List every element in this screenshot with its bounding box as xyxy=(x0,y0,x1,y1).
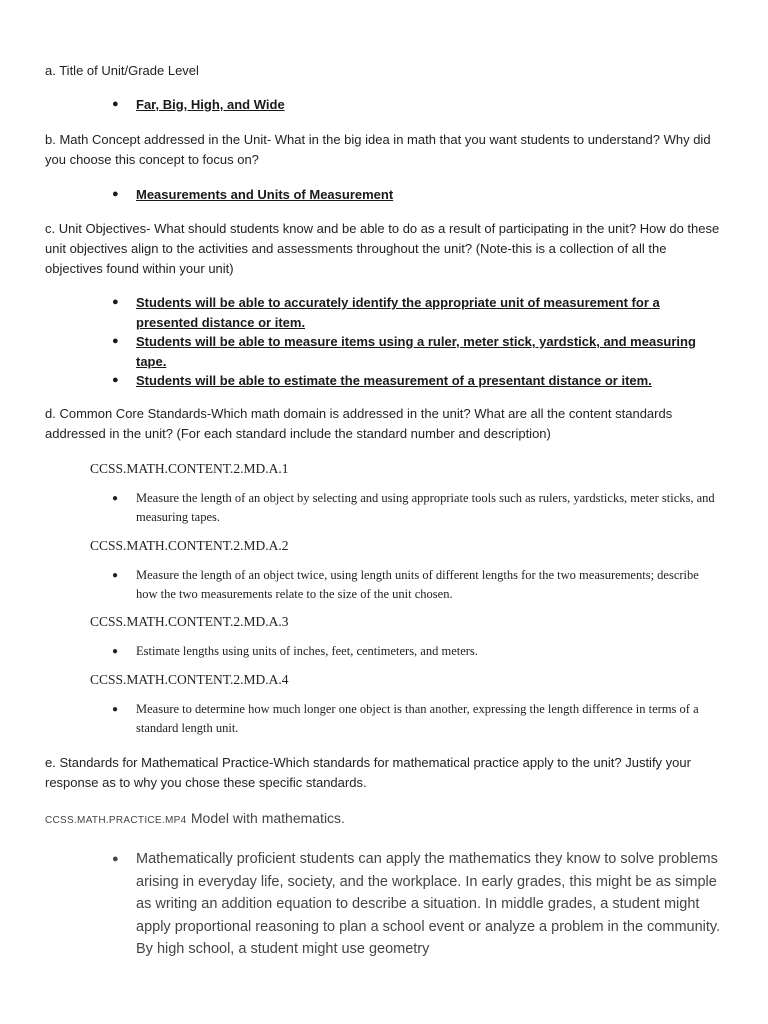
standard-list xyxy=(112,566,722,604)
list-item xyxy=(112,700,722,738)
section-d-prompt: d. Common Core Standards-Which math domain is addressed in the unit? What are all the content standards addressed in the unit? (For each standard include the standard number and description) xyxy=(45,406,673,441)
practice-list xyxy=(112,848,722,961)
standard-description: Measure the length of an object by selecting and using appropriate tools such as rulers, yardsticks, meter sticks, and measuring tapes. xyxy=(136,491,715,524)
standard-code: CCSS.MATH.CONTENT.2.MD.A.4 xyxy=(90,672,289,687)
objective-text: Students will be able to accurately identify the appropriate unit of measurement for a presented distance or item. xyxy=(136,295,660,330)
objective-text: Students will be able to measure items using a ruler, meter stick, yardstick, and measuring tape. xyxy=(136,334,696,369)
bullet-icon: ● xyxy=(112,704,119,715)
bullet-icon: ● xyxy=(112,335,119,347)
standard-code: CCSS.MATH.CONTENT.2.MD.A.3 xyxy=(90,614,289,629)
standard-list xyxy=(112,489,722,527)
list-item xyxy=(112,848,722,961)
standard-description: Measure to determine how much longer one object is than another, expressing the length difference in terms of a standard length unit. xyxy=(136,702,699,735)
section-b-answers xyxy=(112,185,712,205)
bullet-icon: ● xyxy=(112,853,119,865)
standard-code: CCSS.MATH.CONTENT.2.MD.A.1 xyxy=(90,461,289,476)
unit-title: Far, Big, High, and Wide xyxy=(136,97,285,112)
bullet-icon: ● xyxy=(112,570,119,581)
section-c-answers xyxy=(112,293,712,391)
bullet-icon: ● xyxy=(112,98,119,110)
list-item xyxy=(112,332,712,371)
objective-text: Students will be able to estimate the measurement of a presentant distance or item. xyxy=(136,373,652,388)
standard-description: Estimate lengths using units of inches, feet, centimeters, and meters. xyxy=(136,644,478,658)
practice-name: Model with mathematics. xyxy=(190,810,345,826)
list-item xyxy=(112,566,722,604)
bullet-icon: ● xyxy=(112,296,119,308)
section-c-prompt: c. Unit Objectives- What should students know and be able to do as a result of participating in the unit? How do these unit objectives align to the activities and assessments throughout the unit? (Note-this is a collection of all the objectives found within your unit) xyxy=(45,221,720,276)
practice-description: Mathematically proficient students can apply the mathematics they know to solve problems arising in everyday life, society, and the workplace. In early grades, this might be as simple as writing an addition equation to describe a situation. In middle grades, a student might apply proportional reasoning to plan a school event or analyze a problem in the community. By high school, a student might use geometry xyxy=(136,851,721,958)
list-item xyxy=(112,642,722,661)
section-a-prompt: a. Title of Unit/Grade Level xyxy=(45,63,199,78)
list-item xyxy=(112,185,712,205)
standard-list xyxy=(112,700,722,738)
bullet-icon: ● xyxy=(112,493,119,504)
bullet-icon: ● xyxy=(112,188,119,200)
standard-description: Measure the length of an object twice, using length units of different lengths for the two measurements; describe how the two measurements relate to the size of the unit chosen. xyxy=(136,568,699,601)
section-e-prompt: e. Standards for Mathematical Practice-Which standards for mathematical practice apply to the unit? Justify your response as to why you chose these specific standards. xyxy=(45,755,691,790)
list-item xyxy=(112,371,712,391)
list-item xyxy=(112,293,712,332)
standard-list xyxy=(112,642,722,661)
list-item xyxy=(112,95,712,115)
practice-code: CCSS.MATH.PRACTICE.MP4 xyxy=(45,815,187,826)
bullet-icon: ● xyxy=(112,374,119,386)
math-concept: Measurements and Units of Measurement xyxy=(136,187,394,202)
list-item xyxy=(112,489,722,527)
standard-code: CCSS.MATH.CONTENT.2.MD.A.2 xyxy=(90,538,289,553)
section-a-answers xyxy=(112,95,712,115)
bullet-icon: ● xyxy=(112,646,119,657)
practice-heading xyxy=(45,810,345,828)
section-b-prompt: b. Math Concept addressed in the Unit- What in the big idea in math that you want students to understand? Why did you choose this concept to focus on? xyxy=(45,132,711,167)
